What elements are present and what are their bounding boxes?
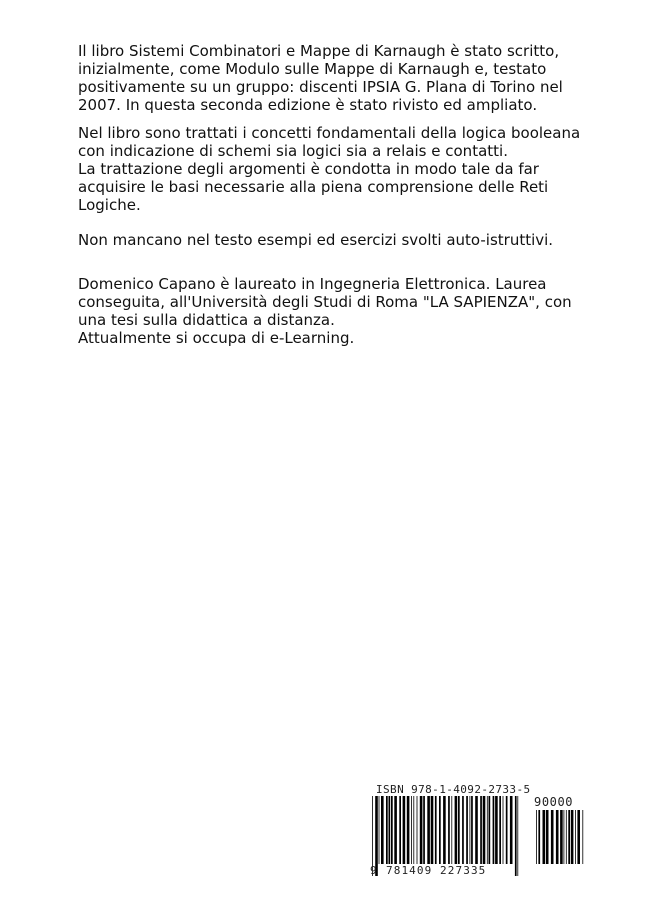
barcode-digits: 781409 227335: [386, 864, 487, 877]
text-line: Non mancano nel testo esempi ed esercizi svolti auto-istruttivi.: [78, 231, 554, 249]
price-addon-label: 90000: [534, 795, 574, 809]
barcode-bar: [448, 796, 450, 864]
text-line: Il libro Sistemi Combinatori e Mappe di Karnaugh è stato scritto,: [78, 42, 560, 60]
isbn-barcode: [370, 780, 590, 880]
barcode-bar: [493, 796, 495, 864]
barcode-bar: [466, 796, 468, 864]
barcode-bar: [506, 796, 508, 864]
barcode-bar: [462, 796, 464, 864]
barcode-bar: [379, 796, 380, 864]
barcode-bar: [439, 796, 441, 864]
barcode-bar: [386, 796, 388, 864]
barcode-bar: [564, 810, 565, 864]
barcode-bar: [471, 796, 473, 864]
barcode-bar: [499, 796, 501, 864]
barcode-bar: [458, 796, 460, 864]
barcode-bar: [470, 796, 471, 864]
barcode-bar: [543, 810, 546, 864]
text-line: una tesi sulla didattica a distanza.: [78, 311, 335, 329]
text-line: inizialmente, come Modulo sulle Mappe di Karnaugh e, testato: [78, 60, 547, 78]
text-line: con indicazione di schemi sia logici sia a relais e contatti.: [78, 142, 508, 160]
barcode-bar: [431, 796, 434, 864]
barcode-bar: [403, 796, 406, 864]
author-bio-paragraph: [78, 275, 578, 347]
barcode-bar: [575, 810, 576, 864]
text-line: acquisire le basi necessarie alla piena comprensione delle Reti: [78, 178, 549, 196]
barcode-bar: [389, 796, 391, 864]
barcode-bar: [455, 796, 458, 864]
barcode-bar: [556, 810, 559, 864]
examples-paragraph: [78, 231, 578, 249]
barcode-bar: [577, 810, 580, 864]
barcode-bar: [536, 810, 537, 864]
barcode-bar: [394, 796, 397, 864]
barcode-bar: [391, 796, 393, 864]
barcode-bar: [517, 796, 518, 876]
barcode-bar: [503, 796, 504, 864]
text-line: La trattazione degli argomenti è condotta in modo tale da far: [78, 160, 539, 178]
barcode-bar: [427, 796, 430, 864]
barcode-bar: [435, 796, 437, 864]
barcode-bar: [399, 796, 401, 864]
barcode-bar: [413, 796, 414, 864]
barcode-bar: [411, 796, 412, 864]
barcode-bar: [566, 810, 567, 864]
barcode-bar: [568, 810, 570, 864]
book-description-paragraph: [78, 42, 578, 114]
barcode-bar: [582, 810, 583, 864]
barcode-bar: [487, 796, 488, 864]
barcode-bar: [546, 810, 549, 864]
text-line: Domenico Capano è laureato in Ingegneria Elettronica. Laurea: [78, 275, 547, 293]
addon-bars: [534, 810, 586, 876]
barcode-bar: [489, 796, 491, 864]
barcode-bar: [423, 796, 425, 864]
barcode-bar: [495, 796, 498, 864]
isbn-label: ISBN 978-1-4092-2733-5: [376, 783, 531, 796]
barcode-bar: [571, 810, 574, 864]
barcode-bar: [551, 810, 554, 864]
barcode-bar: [538, 810, 540, 864]
text-line: Attualmente si occupa di e-Learning.: [78, 329, 355, 347]
barcode-bar: [381, 796, 384, 864]
text-line: positivamente su un gruppo: discenti IPSIA G. Plana di Torino nel: [78, 78, 563, 96]
barcode-bar: [420, 796, 423, 864]
text-line: Nel libro sono trattati i concetti fondamentali della logica booleana: [78, 124, 581, 142]
barcode-bar: [483, 796, 486, 864]
barcode-bar: [475, 796, 478, 864]
barcode-bar: [560, 810, 563, 864]
text-line: conseguita, all'Università degli Studi di Roma "LA SAPIENZA", con: [78, 293, 572, 311]
text-line: 2007. In questa seconda edizione è stato rivisto ed ampliato.: [78, 96, 538, 114]
barcode-bar: [407, 796, 410, 864]
barcode-bar: [510, 796, 513, 864]
book-contents-paragraph: [78, 124, 581, 214]
barcode-bar: [417, 796, 418, 864]
barcode-bar: [451, 796, 452, 864]
barcode-bar: [480, 796, 482, 864]
text-line: Logiche.: [78, 196, 141, 214]
barcode-bar: [515, 796, 517, 876]
barcode-lead-digit: 9: [370, 864, 377, 877]
